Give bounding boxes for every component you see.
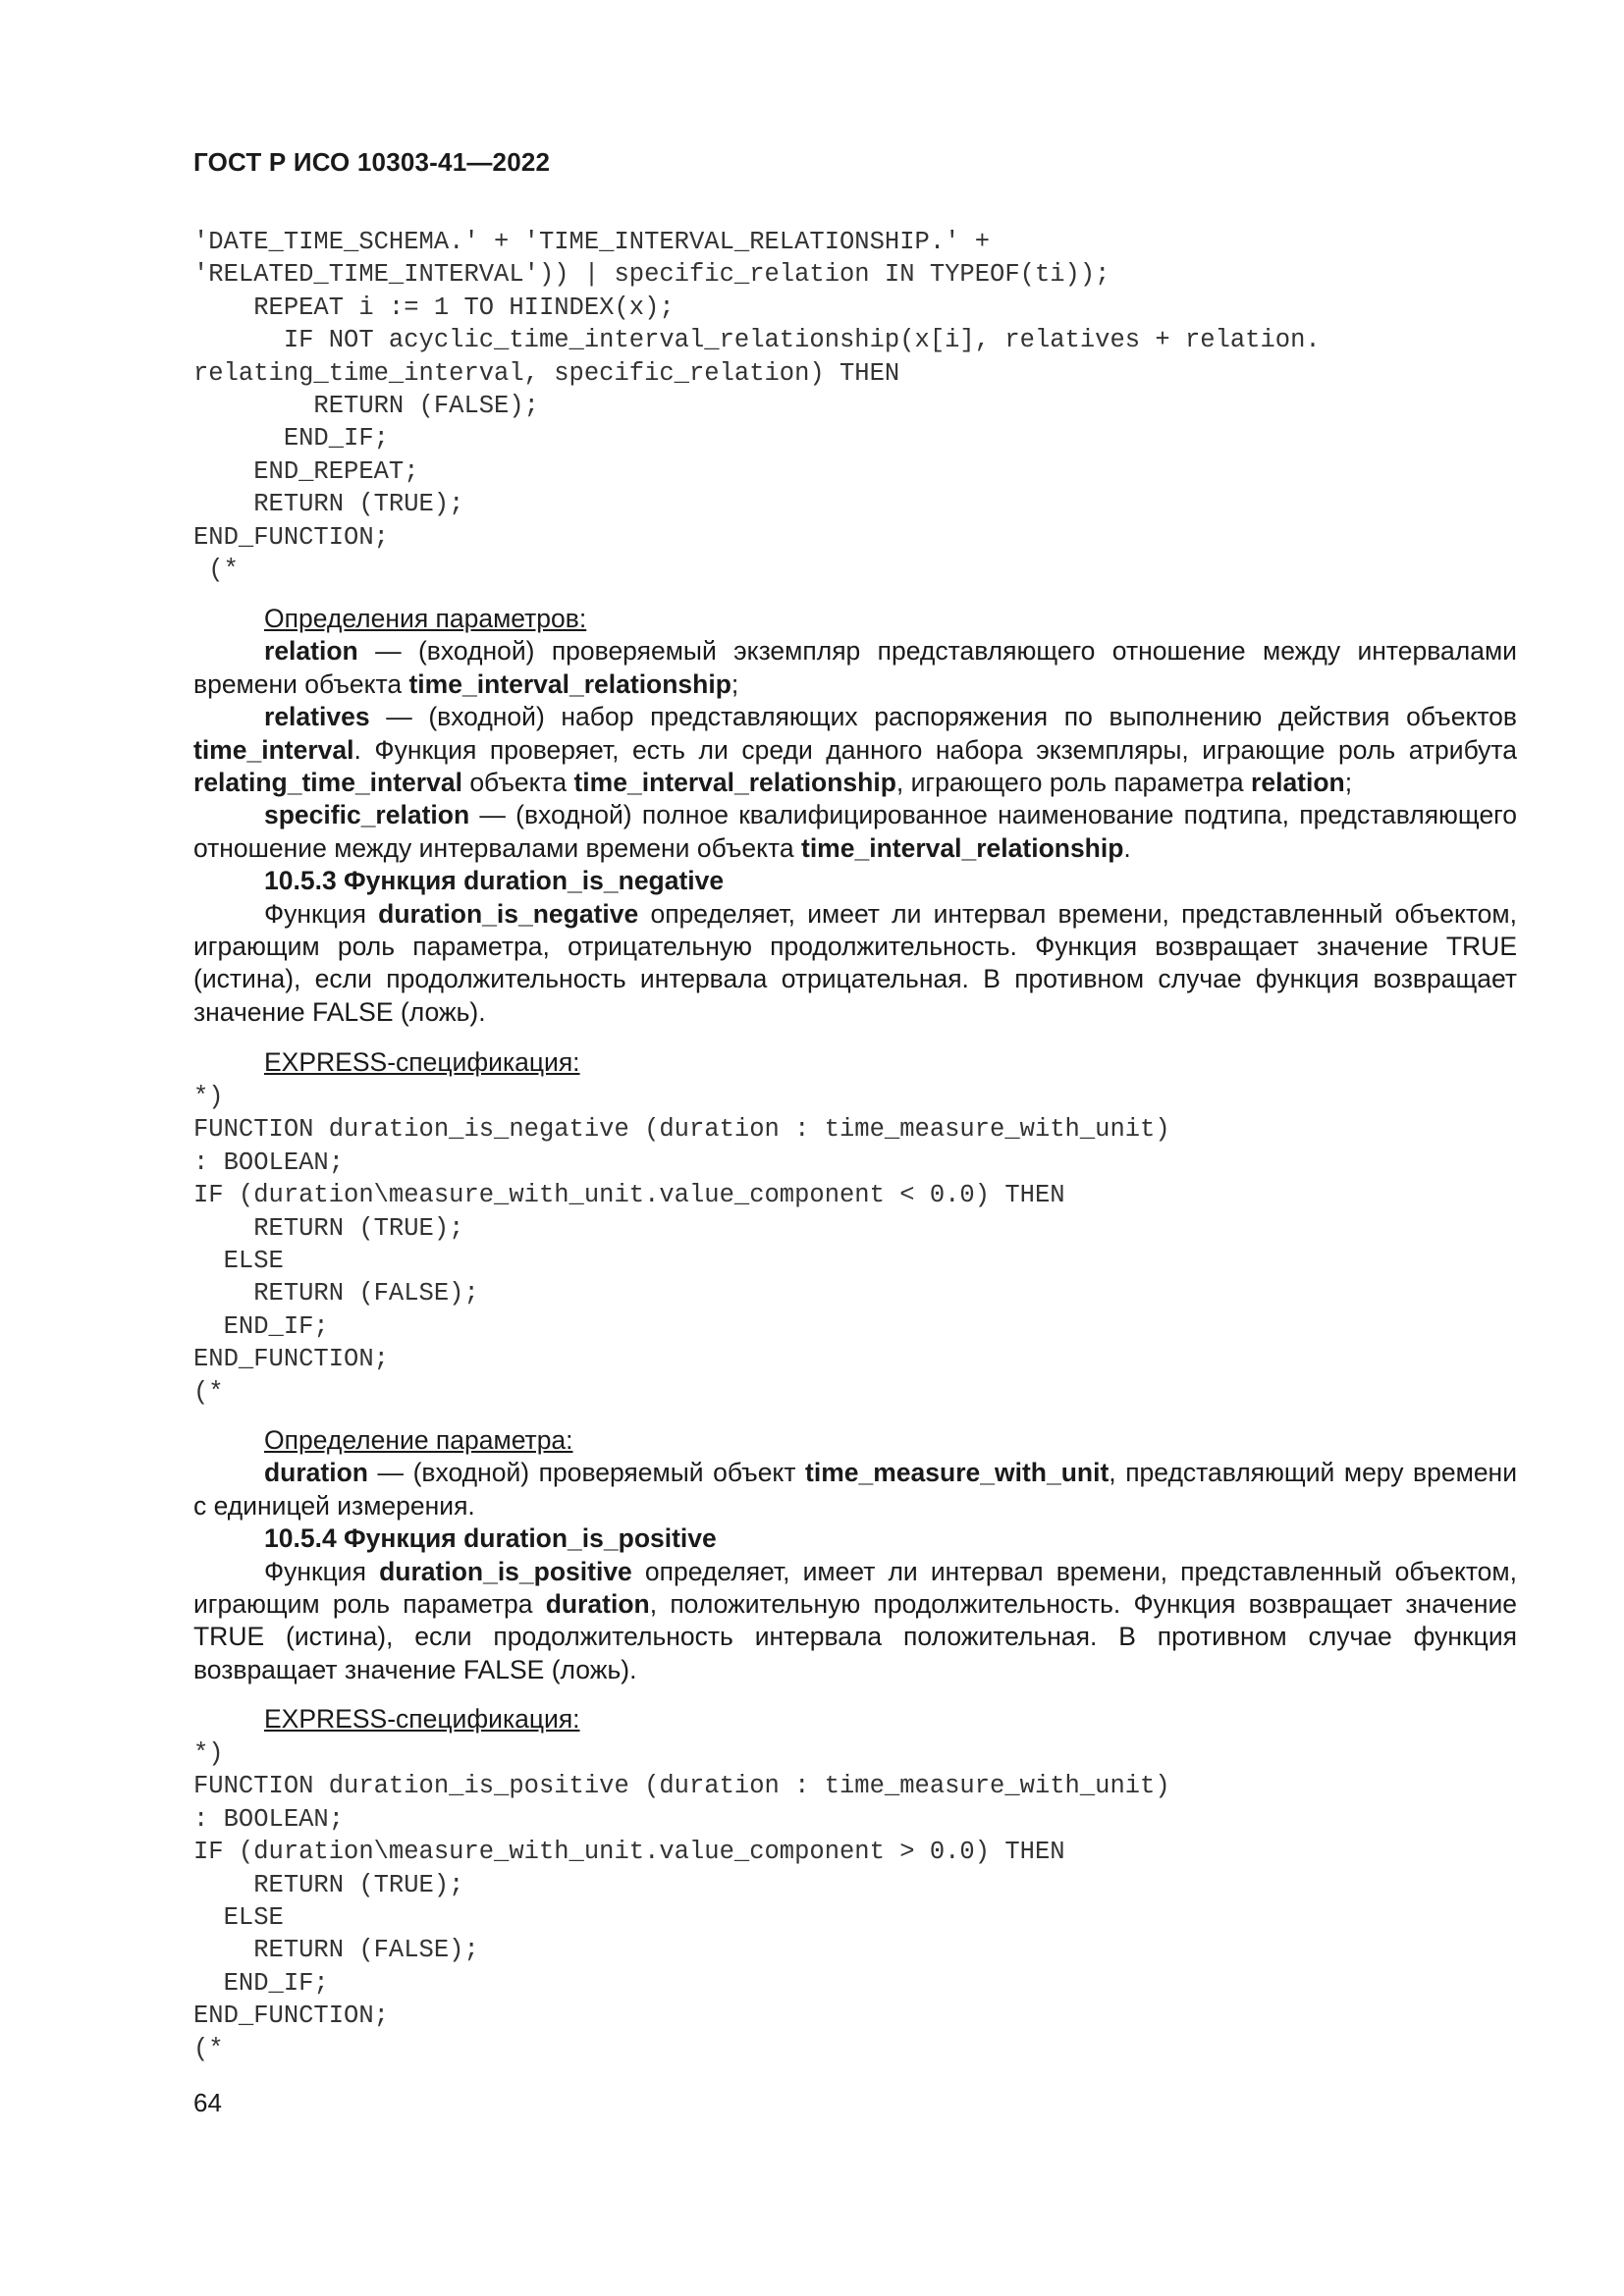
code-line: *) (193, 1739, 224, 1768)
code-line: IF (duration\measure_with_unit.value_component > 0.0) THEN (193, 1838, 1065, 1867)
param-term: relatives (264, 702, 370, 732)
param-duration-definition: duration — (входной) проверяемый объект time_measure_with_unit, представляющий меру времени с единицей измерения. (193, 1458, 1517, 1521)
entity-ref: time_interval (193, 734, 354, 765)
code-line: RETURN (FALSE); (193, 392, 539, 421)
entity-ref: time_interval_relationship (573, 768, 896, 798)
code-line: RETURN (TRUE); (193, 1213, 464, 1243)
code-block-duration-is-negative (193, 1081, 1170, 1409)
code-line: 'DATE_TIME_SCHEMA.' + 'TIME_INTERVAL_RELATIONSHIP.' + (193, 228, 991, 256)
definition-heading: Определение параметра: (264, 1425, 573, 1455)
code-line: (* (193, 1377, 224, 1407)
code-line: RETURN (FALSE); (193, 1936, 479, 1965)
code-line: relating_time_interval, specific_relation) THEN (193, 358, 900, 388)
entity-ref: time_measure_with_unit (805, 1458, 1110, 1488)
code-line: : BOOLEAN; (193, 1804, 345, 1834)
entity-ref: time_interval_relationship (801, 832, 1124, 863)
code-line: IF (duration\measure_with_unit.value_component < 0.0) THEN (193, 1181, 1065, 1210)
param-term: specific_relation (264, 800, 470, 830)
express-heading-positive-wrap (193, 1703, 1517, 1735)
code-line: (* (193, 2034, 224, 2063)
code-line: REPEAT i := 1 TO HIINDEX(x); (193, 293, 675, 322)
code-block-duration-is-positive (193, 1737, 1170, 2065)
code-line: END_IF; (193, 1968, 329, 1998)
param-relatives-definition: relatives — (входной) набор представляющих распоряжения по выполнению действия объектов time_interval. Функция проверяет, есть ли среди данного набора экземпляры, играющие роль атрибута relating_time_interval объекта time_interval_relationship, играющего роль параметра relation; (193, 702, 1517, 798)
code-line: *) (193, 1083, 224, 1111)
code-line: END_FUNCTION; (193, 1345, 389, 1374)
page-number: 64 (193, 2088, 222, 2117)
entity-ref: relation (1251, 768, 1345, 798)
duration-is-positive-description: Функция duration_is_positive определяет, имеет ли интервал времени, представленный объектом, играющим роль параметра duration, положительную продолжительность. Функция возвращает значение TRUE (истина), если продолжительность интервала положительная. В противном случае функция возвращает значение FALSE (ложь). (193, 1556, 1517, 1684)
code-block-continuation (193, 226, 1321, 586)
code-line: : BOOLEAN; (193, 1148, 345, 1177)
code-line: RETURN (TRUE); (193, 490, 464, 519)
param-relation-definition: relation — (входной) проверяемый экземпляр представляющего отношение между интервалами времени объекта time_interval_relationship; (193, 636, 1517, 699)
code-line: RETURN (FALSE); (193, 1279, 479, 1308)
code-line: END_FUNCTION; (193, 2002, 389, 2031)
param-term: duration (264, 1458, 368, 1488)
duration-parameter-section (193, 1424, 1517, 1686)
express-specification-heading: EXPRESS-спецификация: (264, 1704, 580, 1734)
definitions-heading: Определения параметров: (264, 604, 587, 633)
code-line: END_IF; (193, 424, 389, 454)
code-line: FUNCTION duration_is_negative (duration : time_measure_with_unit) (193, 1115, 1170, 1145)
code-line: RETURN (TRUE); (193, 1870, 464, 1899)
code-line: FUNCTION duration_is_positive (duration : time_measure_with_unit) (193, 1772, 1170, 1801)
function-name: duration_is_positive (379, 1556, 632, 1586)
code-line: ELSE (193, 1247, 284, 1276)
param-term: relation (264, 636, 358, 667)
function-name: duration_is_negative (378, 898, 639, 929)
section-heading-duration-is-positive: 10.5.4 Функция duration_is_positive (264, 1523, 717, 1554)
entity-ref: relating_time_interval (193, 768, 462, 798)
code-line: IF NOT acyclic_time_interval_relationship(x[i], relatives + relation. (193, 326, 1321, 355)
document-header: ГОСТ Р ИСО 10303-41—2022 (193, 147, 551, 177)
code-line: ELSE (193, 1903, 284, 1933)
entity-ref: time_interval_relationship (408, 668, 731, 699)
duration-is-negative-description: Функция duration_is_negative определяет, имеет ли интервал времени, представленный объектом, играющим роль параметра, отрицательную продолжительность. Функция возвращает значение TRUE (истина), если продолжительность интервала отрицательная. В противном случае функция возвращает значение FALSE (ложь). (193, 898, 1517, 1027)
code-line: END_REPEAT; (193, 456, 419, 486)
parameter-definitions-section (193, 603, 1517, 1029)
code-line: 'RELATED_TIME_INTERVAL')) | specific_relation IN TYPEOF(ti)); (193, 260, 1110, 290)
code-line: (* (193, 556, 239, 585)
section-heading-duration-is-negative: 10.5.3 Функция duration_is_negative (264, 866, 725, 896)
param-specific-relation-definition: specific_relation — (входной) полное квалифицированное наименование подтипа, представляющего отношение между интервалами времени объекта time_interval_relationship. (193, 800, 1517, 863)
code-line: END_IF; (193, 1311, 329, 1341)
express-heading-negative-wrap (193, 1046, 1517, 1079)
param-ref: duration (545, 1589, 650, 1620)
express-specification-heading: EXPRESS-спецификация: (264, 1047, 580, 1077)
code-line: END_FUNCTION; (193, 522, 389, 552)
